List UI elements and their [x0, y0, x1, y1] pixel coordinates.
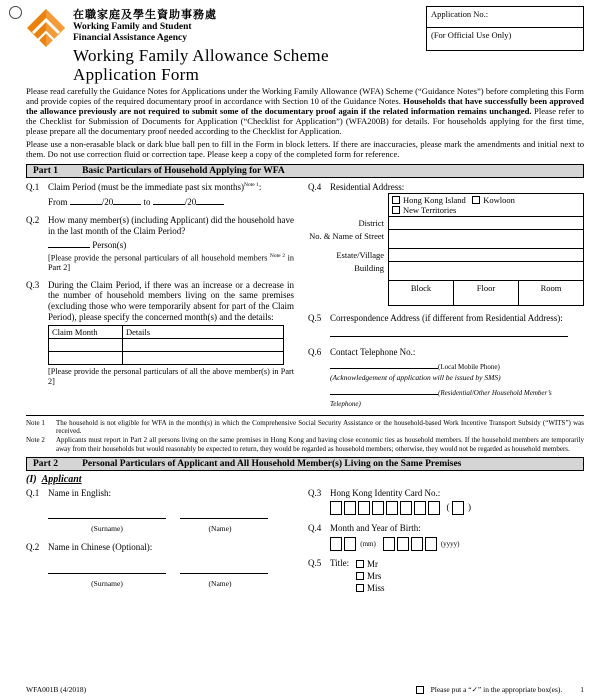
- mobile-phone-blank[interactable]: [330, 360, 438, 369]
- part1-q3: [26, 280, 294, 322]
- claim-from-year-blank[interactable]: [113, 196, 141, 205]
- claim-month-cell[interactable]: [49, 352, 123, 365]
- from-label: From: [48, 197, 68, 208]
- room-input-cell[interactable]: [519, 281, 583, 305]
- footnote-1-label: Note 1: [26, 418, 45, 427]
- block-input-cell[interactable]: [389, 281, 454, 305]
- title-mr-checkbox[interactable]: [356, 560, 364, 568]
- part2-body: [26, 488, 584, 595]
- part2-q3-number: Q.3: [308, 487, 322, 498]
- form-title-line2: Application Form: [73, 64, 200, 84]
- birth-date-boxes: [330, 537, 584, 551]
- part1-header: [26, 164, 584, 178]
- page-number: 1: [580, 685, 584, 694]
- claim-to-month-blank[interactable]: [153, 196, 185, 205]
- agency-name-english-line2: Financial Assistance Agency: [73, 32, 188, 43]
- hkid-boxes: ( ): [330, 501, 584, 515]
- punch-hole-mark: [9, 6, 22, 19]
- claim-from-month-blank[interactable]: [70, 196, 102, 205]
- local-mobile-phone-label: (Local Mobile Phone): [438, 363, 500, 372]
- title-miss-checkbox[interactable]: [356, 584, 364, 592]
- district-input-cell[interactable]: [388, 216, 584, 230]
- hkid-box[interactable]: [414, 501, 426, 515]
- q2-note-text-a: [Please provide the personal particulars of all household members: [48, 253, 268, 263]
- claim-period-line: [48, 196, 294, 208]
- hkid-box[interactable]: [386, 501, 398, 515]
- region-label-spacer: [308, 194, 388, 217]
- part2-q4: [308, 523, 584, 534]
- street-label: No. & Name of Street: [309, 231, 384, 242]
- form-code: WFA001B (4/2018): [26, 685, 87, 694]
- residential-address-grid: [308, 194, 584, 306]
- hkid-box[interactable]: [330, 501, 342, 515]
- agency-name-english-line1: Working Family and Student: [73, 22, 192, 32]
- title-options: [356, 558, 385, 594]
- hkid-box[interactable]: [358, 501, 370, 515]
- footnote-2-label: Note 2: [26, 436, 45, 445]
- claim-to-year-blank[interactable]: [196, 196, 224, 205]
- birth-year-box[interactable]: [383, 537, 395, 551]
- part2-q5-number: Q.5: [308, 557, 322, 568]
- part2-label: Part 2: [33, 458, 59, 469]
- form-title-line1: Working Family Allowance Scheme: [73, 46, 329, 66]
- persons-label: Person(s): [92, 240, 127, 251]
- part2-q4-text: Month and Year of Birth:: [330, 523, 421, 534]
- hong-kong-island-label: Hong Kong Island: [403, 195, 466, 206]
- hkid-box[interactable]: [400, 501, 412, 515]
- footnote-2: [26, 436, 584, 453]
- part2-q4-number: Q.4: [308, 523, 322, 534]
- block-floor-room-row: [388, 280, 584, 306]
- sms-acknowledgement-note: (Acknowledgement of application will be issued by SMS): [330, 373, 501, 383]
- agency-name-block: [73, 6, 329, 84]
- part1-q3-bracket-note: [Please provide the personal particulars of all the above member(s) in Part 2]: [48, 367, 294, 386]
- part2-q2: [26, 542, 294, 553]
- tick-instruction: Please put a “✓” in the appropriate box(es).: [430, 685, 563, 694]
- title-mrs-label: Mrs: [366, 571, 382, 582]
- official-use-label: (For Official Use Only): [431, 30, 512, 40]
- intro-paragraph-1: [26, 87, 584, 137]
- hong-kong-island-checkbox[interactable]: [392, 196, 400, 204]
- surname-label: (Surname): [91, 524, 123, 534]
- note1-reference: Note 1: [243, 181, 259, 188]
- application-no-box: [426, 6, 584, 51]
- part2-q5-text: Title:: [330, 557, 350, 568]
- part1-q3-number: Q.3: [26, 279, 40, 290]
- district-label: District: [358, 218, 384, 229]
- part1-q2: [26, 215, 294, 236]
- table-row: [49, 339, 284, 352]
- yyyy-label: (yyyy): [440, 540, 460, 549]
- chinese-name-blanks: [48, 561, 294, 579]
- english-name-labels: [48, 524, 294, 533]
- room-label: Room: [540, 283, 562, 294]
- mm-label: (mm): [360, 540, 376, 549]
- english-name-blanks: [48, 506, 294, 524]
- to-label: to: [143, 197, 151, 208]
- new-territories-checkbox[interactable]: [392, 206, 400, 214]
- intro-p1-normal-a: Please read carefully the Guidance Notes for Applications under the Working Family Allowance (WFA) Scheme (“Guidance Notes”) before completing this Form and provide copies of the required documentary proof in accordance with Section 10 of the Guidance Notes.: [26, 85, 584, 106]
- q2-note-text-b: in Part 2]: [48, 253, 294, 273]
- part1-q4-text: Residential Address:: [330, 181, 405, 192]
- part2-q2-number: Q.2: [26, 542, 40, 553]
- chinese-surname-blank[interactable]: [48, 565, 166, 574]
- to-year-prefix: /20: [184, 197, 197, 208]
- details-column-header: Details: [123, 326, 284, 339]
- from-year-prefix: /20: [101, 197, 114, 208]
- part1-label: Part 1: [33, 165, 59, 176]
- hkid-box[interactable]: [428, 501, 440, 515]
- header: [26, 6, 584, 84]
- intro-paragraph-2: Please use a non-erasable black or dark blue ball pen to fill in the Form in block letters. If there are inaccuracies, please mark the amendments and initial next to them. Do not use correction fluid or correction tape. Please keep a copy of the completed form for reference.: [26, 138, 584, 159]
- part1-q5-text: Correspondence Address (if different from Residential Address):: [330, 313, 563, 324]
- details-cell[interactable]: [123, 339, 284, 352]
- chinese-name-labels: [48, 579, 294, 588]
- claim-month-details-table: [48, 325, 284, 365]
- hkid-check-digit-box[interactable]: [452, 501, 464, 515]
- claim-month-cell[interactable]: [49, 339, 123, 352]
- title-mrs-checkbox[interactable]: [356, 572, 364, 580]
- part1-q6-number: Q.6: [308, 346, 322, 357]
- intro-p1-normal-b: Please refer to the Checklist for Submission of Documents for Application (“Checklist for Application”) (WFA200B) for details. For households applying for the first time, please prepare all the documentary proof needed according to the Checklist for Application.: [26, 105, 584, 136]
- english-surname-blank[interactable]: [48, 510, 166, 519]
- part1-q2-text: How many member(s) (including Applicant) did the household have in the last month of the Claim Period?: [48, 215, 294, 236]
- name-label: (Name): [208, 524, 232, 534]
- part2-q2-text: Name in Chinese (Optional):: [48, 542, 153, 553]
- applicant-section-title: Applicant: [41, 473, 82, 485]
- part1-q2-number: Q.2: [26, 215, 40, 226]
- part1-q6-text: Contact Telephone No.:: [330, 346, 416, 357]
- birth-year-box[interactable]: [411, 537, 423, 551]
- member-count-blank[interactable]: [48, 239, 90, 248]
- title-mr-label: Mr: [366, 558, 378, 569]
- footnote-2-text: Applicants must report in Part 2 all persons living on the same premises in Hong Kong and having close economic ties as household members. If the household members are temporarily away from their households but would reasonably be expected to return, they would be regarded as household members; otherwise, they would not be regarded as household members.: [56, 436, 584, 453]
- part2-header: [26, 457, 584, 471]
- birth-year-box[interactable]: [397, 537, 409, 551]
- part1-q3-text: During the Claim Period, if there was an increase or a decrease in the number of household members living on the same premises (excluding those who were temporarily absent for part of the Claim Period), please specify the concerned month(s) and the details:: [48, 279, 294, 322]
- part1-title: Basic Particulars of Household Applying for WFA: [82, 165, 285, 176]
- part1-q5: [308, 313, 584, 324]
- part2-q1-number: Q.1: [26, 487, 40, 498]
- footnote-1-text: The household is not eligible for WFA in the month(s) in which the Comprehensive Social Security Assistance or the household-based Work Incentive Transport Subsidy (“WITS”) was received.: [56, 418, 584, 436]
- birth-month-box[interactable]: [344, 537, 356, 551]
- details-cell[interactable]: [123, 352, 284, 365]
- application-no-label[interactable]: Application No.:: [427, 7, 583, 28]
- residential-phone-blank[interactable]: [330, 386, 438, 395]
- part2-title: Personal Particulars of Applicant and All Household Member(s) Living on the Same Premises: [82, 458, 462, 469]
- part1-q1-colon: :: [258, 181, 262, 192]
- part2-q3-text: Hong Kong Identity Card No.:: [330, 487, 441, 498]
- kowloon-label: Kowloon: [483, 195, 515, 206]
- applicant-section-number: (I): [26, 473, 37, 485]
- part2-q1-text: Name in English:: [48, 487, 111, 498]
- correspondence-address-blank[interactable]: [330, 328, 568, 337]
- block-label: Block: [410, 283, 432, 294]
- part1-body: [26, 182, 584, 409]
- applicant-section-heading: [26, 474, 584, 485]
- title-miss-label: Miss: [366, 583, 385, 594]
- tick-example-checkbox-icon: [416, 686, 424, 694]
- note2-reference: Note 2: [269, 253, 286, 260]
- block-floor-room-spacer: [308, 281, 388, 306]
- floor-input-cell[interactable]: [454, 281, 519, 305]
- part2-q3: [308, 488, 584, 499]
- street-input-cell[interactable]: [388, 229, 584, 249]
- birth-month-box[interactable]: [330, 537, 342, 551]
- part2-q5: [308, 558, 584, 594]
- agency-logo-icon: [26, 8, 66, 48]
- chinese-name-blank[interactable]: [180, 565, 268, 574]
- name-label: (Name): [208, 578, 232, 588]
- part1-q1-text: Claim Period (must be the immediate past six months): [48, 181, 244, 192]
- part1-q2-bracket-note: [48, 253, 294, 273]
- part1-q4: [308, 182, 584, 193]
- residential-phone-label: (Residential/Other Household Member’s Telephone): [330, 389, 552, 408]
- new-territories-label: New Territories: [403, 205, 457, 216]
- region-checkbox-box: [388, 193, 584, 217]
- building-input-cell[interactable]: [388, 261, 584, 281]
- footnote-1: [26, 419, 584, 436]
- footnotes: [26, 415, 584, 453]
- surname-label: (Surname): [91, 578, 123, 588]
- english-name-blank[interactable]: [180, 510, 268, 519]
- hkid-box[interactable]: [344, 501, 356, 515]
- part1-q1-number: Q.1: [26, 181, 40, 192]
- estate-village-label: Estate/Village: [336, 250, 384, 261]
- part1-q6: [308, 347, 584, 358]
- agency-name-chinese: 在職家庭及學生資助事務處: [73, 9, 217, 21]
- estate-village-input-cell[interactable]: [388, 248, 584, 262]
- part1-q4-number: Q.4: [308, 181, 322, 192]
- footer: [26, 685, 584, 694]
- part1-q1: [26, 182, 294, 193]
- claim-month-column-header: Claim Month: [49, 326, 123, 339]
- kowloon-checkbox[interactable]: [472, 196, 480, 204]
- table-row: [49, 352, 284, 365]
- floor-label: Floor: [476, 283, 496, 294]
- part1-q5-number: Q.5: [308, 313, 322, 324]
- part2-q1: [26, 488, 294, 499]
- hkid-box[interactable]: [372, 501, 384, 515]
- persons-line: [48, 239, 294, 251]
- building-label: Building: [354, 263, 384, 274]
- birth-year-box[interactable]: [425, 537, 437, 551]
- intro-p1-bold: Households that have successfully been approved the allowance previously are not required to submit some of the documentary proof again if the related information remains unchanged.: [26, 95, 584, 116]
